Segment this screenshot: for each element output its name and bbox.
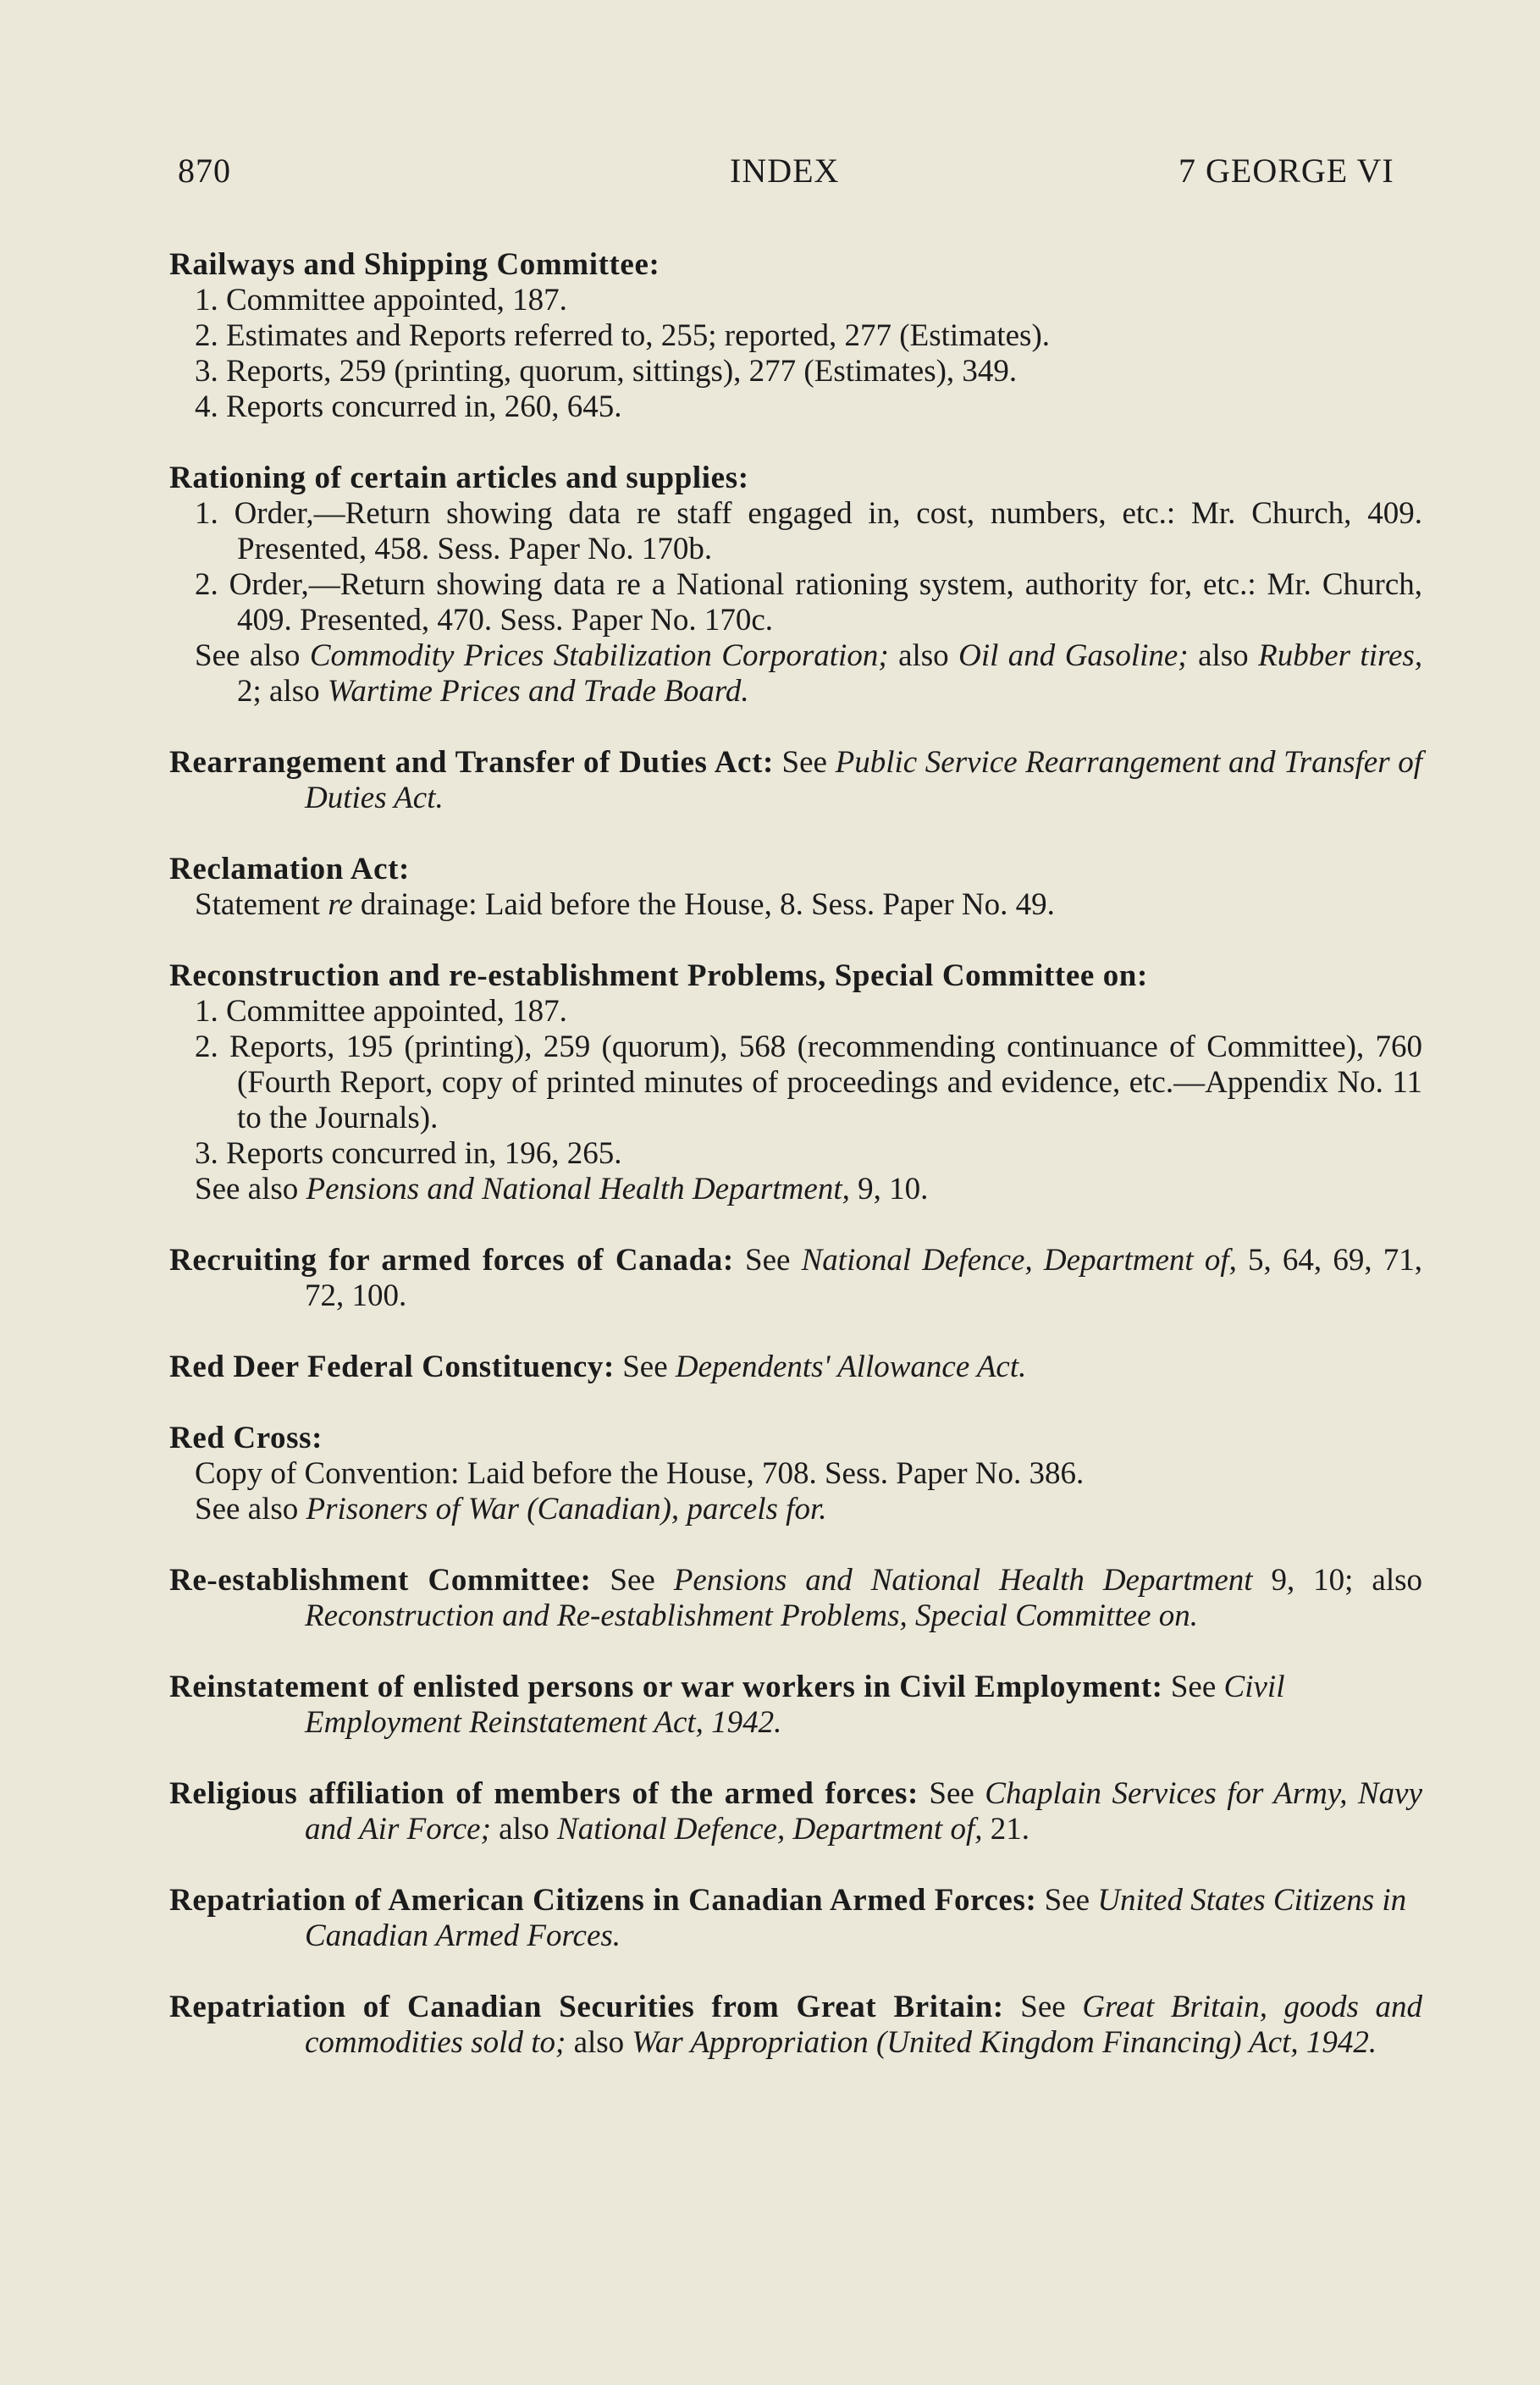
connector: also [573, 2025, 625, 2060]
entry-item: 2. Reports, 195 (printing), 259 (quorum), 568 (recommending continuance of Committee), 760 (Fourth Report, copy of printed minutes of proceedings and evidence, etc.—Appendix No. 11 to the Journals). [195, 1030, 1422, 1135]
entry-heading: Repatriation of Canadian Securities from Great Britain: [169, 1990, 1004, 2024]
cross-reference: Pensions and National Health Department, [306, 1172, 850, 1206]
see-also-lead: See also [195, 1492, 299, 1527]
connector: also [499, 1812, 549, 1847]
entry-item: 2. Estimates and Reports referred to, 255; reported, 277 (Estimates). [195, 318, 1051, 353]
entry-item: 1. Order,—Return showing data re staff engaged in, cost, numbers, etc.: Mr. Church, 409. Presented, 458. Sess. Paper No. 170b. [195, 496, 1422, 566]
cross-reference: Pensions and National Health Department [673, 1563, 1253, 1598]
cross-reference: War Appropriation (United Kingdom Financing) Act, 1942. [632, 2025, 1377, 2060]
entry-heading: Rationing of certain articles and supplies: [169, 461, 749, 495]
connector: 9, 10. [858, 1172, 929, 1206]
entry-item: 1. Committee appointed, 187. [195, 994, 567, 1029]
page-number: 870 [178, 152, 231, 190]
cross-reference: Oil and Gasoline; [958, 638, 1189, 673]
entry-item: 2. Order,—Return showing data re a National rationing system, authority for, etc.: Mr. Church, 409. Presented, 470. Sess. Paper No. 170c. [195, 567, 1422, 638]
entry-line [169, 1350, 1422, 1385]
entry-line [169, 1670, 1422, 1741]
cross-reference: National Defence, Department of, [557, 1812, 983, 1847]
entry-heading: Red Cross: [169, 1421, 323, 1455]
entry-item: 3. Reports concurred in, 196, 265. [195, 1136, 622, 1171]
page-refs: 5, 64, 69, 71, 72, 100. [305, 1243, 1423, 1313]
page-refs: 21. [990, 1812, 1029, 1847]
entry-heading: Railways and Shipping Committee: [169, 247, 660, 282]
cross-reference: Chaplain Services for Army, Navy and Air Force; [305, 1776, 1423, 1847]
entry-heading: Recruiting for armed forces of Canada: [169, 1243, 734, 1278]
index-entry [169, 247, 1422, 425]
index-entry [169, 958, 1422, 1207]
cross-reference: United States Citizens in Canadian Armed Forces. [305, 1883, 1407, 1953]
entry-heading: Red Deer Federal Constituency: [169, 1350, 615, 1384]
connector: 2; also [237, 674, 320, 709]
connector: also [1198, 638, 1249, 673]
cross-reference: Commodity Prices Stabilization Corporation; [309, 638, 889, 673]
cross-reference: Civil Employment Reinstatement Act, 1942. [305, 1670, 1285, 1740]
entry-item: 3. Reports, 259 (printing, quorum, sittings), 277 (Estimates), 349. [195, 354, 1018, 389]
entry-line [169, 1563, 1422, 1634]
see-also [169, 1172, 1422, 1207]
entry-heading: Reconstruction and re-establishment Problems, Special Committee on: [169, 958, 1148, 993]
see-lead: See [1020, 1990, 1066, 2024]
cross-reference: Public Service Rearrangement and Transfer of Duties Act. [305, 745, 1422, 815]
index-entry [169, 745, 1422, 816]
cross-reference: Dependents' Allowance Act. [675, 1350, 1027, 1384]
text-part: drainage: Laid before the House, 8. Sess. Paper No. 49. [360, 887, 1055, 922]
index-entry [169, 1990, 1422, 2061]
entry-heading: Reclamation Act: [169, 852, 410, 886]
entry-text: Copy of Convention: Laid before the House, 708. Sess. Paper No. 386. [195, 1456, 1085, 1491]
entry-line [169, 745, 1422, 816]
cross-reference: Great Britain, goods and commodities sold to; [305, 1990, 1423, 2060]
cross-reference: National Defence, Department of, [801, 1243, 1237, 1278]
see-also [169, 1492, 1422, 1527]
see-lead: See [929, 1776, 974, 1811]
entry-line [169, 1883, 1422, 1954]
see-lead: See [622, 1350, 668, 1384]
see-lead: See [1170, 1670, 1217, 1704]
cross-reference: Reconstruction and Re-establishment Problems, Special Committee on. [305, 1598, 1198, 1633]
text-part: Statement [195, 887, 320, 922]
entry-text [169, 887, 1422, 923]
entry-heading: Religious affiliation of members of the armed forces: [169, 1776, 919, 1811]
entry-line [169, 1243, 1422, 1314]
entry-line [169, 1776, 1422, 1847]
running-header: INDEX [730, 152, 840, 190]
see-also-lead: See also [195, 1172, 299, 1206]
index-entry [169, 1243, 1422, 1314]
see-lead: See [610, 1563, 655, 1598]
see-also-lead: See also [195, 638, 301, 673]
index-entry [169, 1883, 1422, 1954]
index-entry [169, 1563, 1422, 1634]
index-entry [169, 1776, 1422, 1847]
cross-reference: Wartime Prices and Trade Board. [327, 674, 749, 709]
see-lead: See [1044, 1883, 1090, 1918]
page-refs: 9, 10; also [1271, 1563, 1422, 1598]
cross-reference: Prisoners of War (Canadian), parcels for. [306, 1492, 827, 1527]
index-entry [169, 461, 1422, 709]
index-entry [169, 1421, 1422, 1527]
cross-reference: Rubber tires, [1258, 638, 1423, 673]
text-part: re [328, 887, 353, 922]
session-label: 7 GEORGE VI [1178, 152, 1394, 190]
entry-item: 4. Reports concurred in, 260, 645. [195, 389, 622, 424]
connector: also [898, 638, 949, 673]
index-entry [169, 1350, 1422, 1385]
entry-line [169, 1990, 1422, 2061]
see-lead: See [745, 1243, 791, 1278]
entry-heading: Repatriation of American Citizens in Canadian Armed Forces: [169, 1883, 1037, 1918]
index-entry [169, 852, 1422, 923]
entry-heading: Re-establishment Committee: [169, 1563, 592, 1598]
index-body [169, 247, 1422, 2096]
index-entry [169, 1670, 1422, 1741]
see-also [169, 638, 1422, 709]
entry-heading: Reinstatement of enlisted persons or war workers in Civil Employment: [169, 1670, 1163, 1704]
entry-item: 1. Committee appointed, 187. [195, 283, 567, 317]
see-lead: See [781, 745, 827, 780]
entry-heading: Rearrangement and Transfer of Duties Act: [169, 745, 774, 780]
